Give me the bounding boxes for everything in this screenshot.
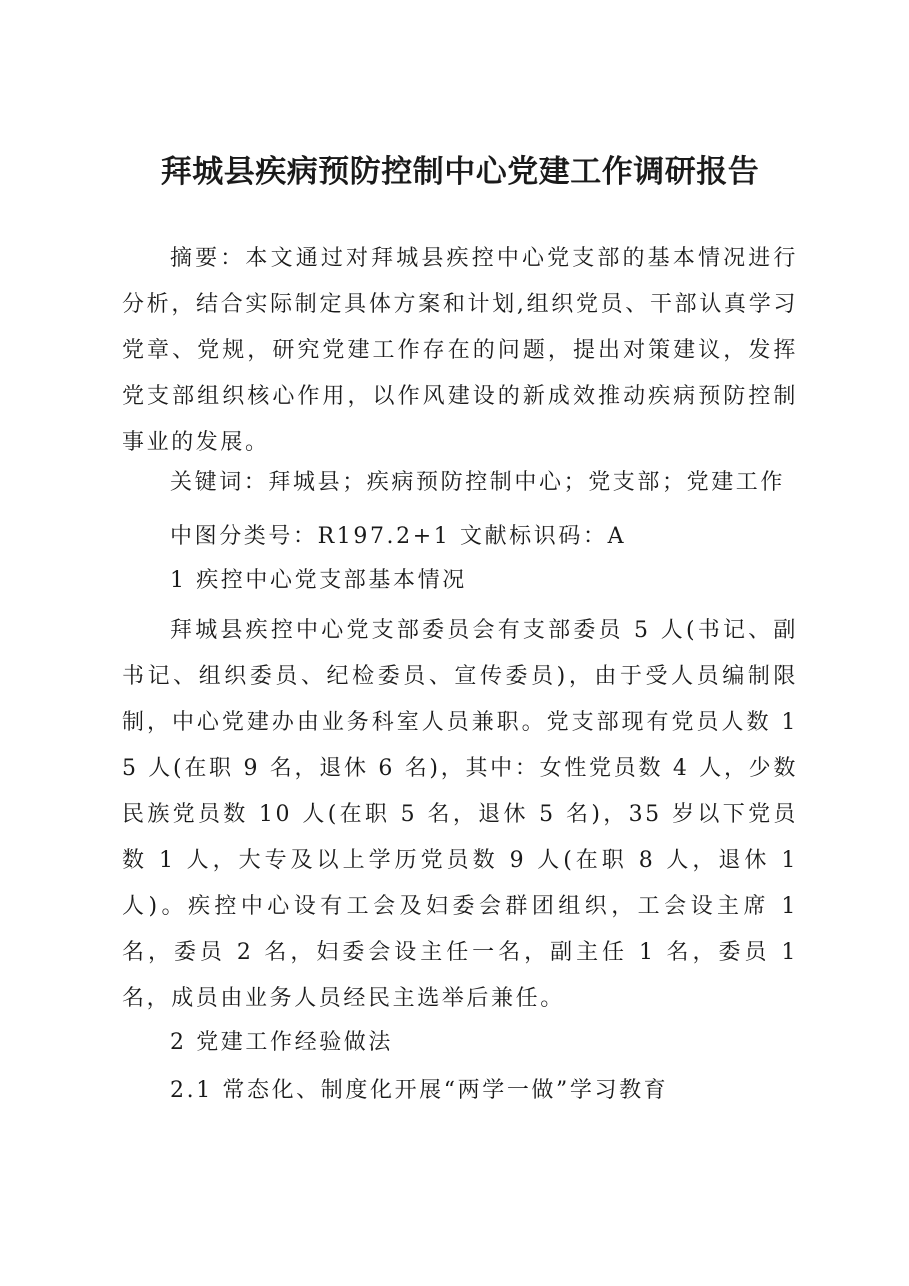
subsection-heading-2-1: 2.1 常态化、制度化开展“两学一做”学习教育 [170, 1078, 669, 1103]
section-heading-2: 2 党建工作经验做法 [170, 1030, 393, 1055]
body-paragraph-1: 拜城县疾控中心党支部委员会有支部委员 5 人(书记、副书记、组织委员、纪检委员、宣传委员)，由于受人员编制限制，中心党建办由业务科室人员兼职。党支部现有党员人数 15 人(在职 9 名，退休 6 名)，其中：女性党员数 4 人，少数民族党员数 10 人(在职 5 名，退休 5 名)，35 岁以下党员数 1 人，大专及以上学历党员数 9 人(在职 8 人，退休 1 人)。疾控中心设有工会及妇委会群团组织，工会设主席 1 名，委员 2 名，妇委会设主任一名，副主任 1 名，委员 1 名，成员由业务人员经民主选举后兼任。 [122, 618, 798, 1011]
keywords-line: 关键词：拜城县；疾病预防控制中心；党支部；党建工作 [170, 470, 786, 495]
document-title: 拜城县疾病预防控制中心党建工作调研报告 [160, 154, 760, 190]
classification-line: 中图分类号：R197.2+1 文献标识码：A [170, 524, 627, 549]
abstract-paragraph: 摘要：本文通过对拜城县疾控中心党支部的基本情况进行分析，结合实际制定具体方案和计划,组织党员、干部认真学习党章、党规，研究党建工作存在的问题，提出对策建议，发挥党支部组织核心作用，以作风建设的新成效推动疾病预防控制事业的发展。 [122, 246, 798, 455]
section-heading-1: 1 疾控中心党支部基本情况 [170, 568, 467, 593]
